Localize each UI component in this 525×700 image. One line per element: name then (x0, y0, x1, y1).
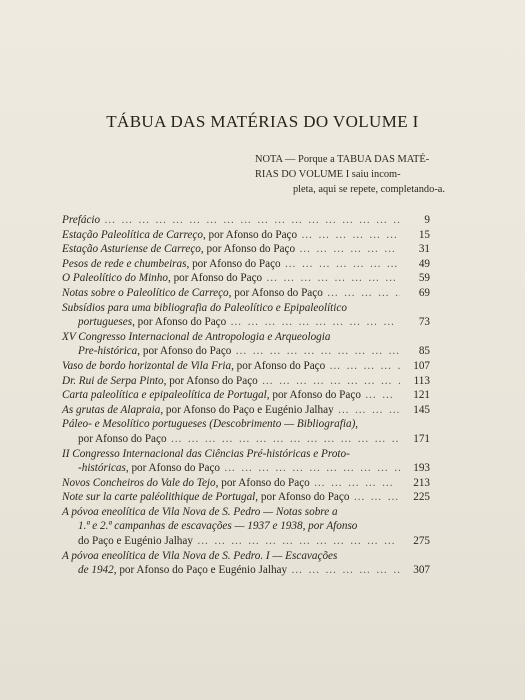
toc-title: Subsídios para uma bibliografia do Paleolítico e Epipaleolítico (62, 301, 347, 314)
toc-page-number: 59 (418, 272, 430, 285)
toc-author: , por Afonso do Paço (231, 359, 326, 372)
toc-page-number: 275 (413, 535, 430, 548)
toc-title: As grutas de Alapraia (62, 403, 161, 416)
toc-entry (62, 490, 430, 505)
toc-author: , por Afonso do Paço (266, 389, 361, 402)
toc-page-number: 145 (413, 403, 430, 416)
toc-page-number: 113 (413, 374, 430, 387)
toc-author: , por Afonso do Paço (202, 228, 298, 241)
toc-page-number: 85 (418, 345, 430, 358)
toc-title-continued: 1.ª e 2.ª campanhas de escavações — 1937 e 1938, por Afonso (78, 520, 358, 533)
toc-entry (62, 271, 430, 286)
toc-page-number: 121 (413, 389, 430, 402)
toc-title-continued: -históricas (78, 462, 126, 475)
toc-title: Estação Paleolítica de Carreço (62, 228, 203, 241)
toc-page-number: 69 (418, 286, 430, 299)
toc-title: Novos Concheiros do Vale do Tejo (62, 476, 216, 489)
toc-entry (62, 301, 430, 330)
toc-author: , por Afonso do Paço (125, 462, 221, 475)
toc-title: Vaso de bordo horizontal de Vila Fria (62, 359, 232, 372)
toc-entry (62, 257, 430, 272)
toc-entry (62, 388, 430, 403)
toc-title: A póvoa eneolítica de Vila Nova de S. Pedro — Notas sobre a (62, 505, 338, 518)
toc-entry (62, 286, 430, 301)
toc-page-number: 107 (413, 359, 430, 372)
toc-page-number: 171 (413, 432, 430, 445)
note-line: NOTA — Porque a TABUA DAS MATÉ- (255, 154, 430, 165)
toc-title-continued: portugueses (78, 316, 133, 329)
toc-entry (62, 403, 430, 418)
toc-author: , por Afonso do Paço (228, 286, 323, 299)
toc-title: Páleo- e Mesolítico portugueses (Descobrimento — Bibliografia), (62, 418, 359, 431)
toc-entry (62, 330, 430, 359)
toc-page-number: 73 (418, 316, 430, 329)
toc-entry (62, 505, 430, 549)
editorial-note (255, 152, 445, 197)
note-line: pleta, aqui se repete, completando-a. (292, 184, 445, 195)
table-of-contents (62, 213, 430, 578)
toc-author: , por Afonso do Paço e Eugénio Jalhay (160, 403, 334, 416)
toc-author: , por Afonso do Paço (137, 345, 232, 358)
toc-page-number: 225 (413, 491, 430, 504)
toc-page-number: 49 (418, 257, 430, 270)
page-title: TÁBUA DAS MATÉRIAS DO VOLUME I (106, 112, 419, 131)
toc-entry (62, 476, 430, 491)
toc-title: II Congresso Internacional das Ciências Pré-históricas e Proto- (62, 447, 350, 460)
toc-title: Prefácio (62, 214, 101, 226)
toc-title: Carta paleolítica e epipaleolítica de Portugal (62, 389, 267, 402)
toc-entry (62, 374, 430, 389)
toc-title: Notas sobre o Paleolítico de Carreço (62, 286, 229, 299)
toc-entry (62, 417, 430, 446)
toc-entry (62, 213, 430, 228)
toc-title-continued: de 1942 (78, 564, 114, 577)
toc-entry (62, 228, 430, 243)
toc-author: por Afonso do Paço (78, 432, 167, 445)
toc-author: , por Afonso do Paço (132, 316, 227, 329)
toc-entry (62, 447, 430, 476)
toc-author: , por Afonso do Paço e Eugénio Jalhay (113, 564, 288, 577)
toc-page-number: 9 (424, 214, 430, 226)
note-line: RIAS DO VOLUME I saiu incom- (255, 169, 401, 180)
toc-author: , por Afonso do Paço (167, 272, 263, 285)
toc-title: Pesos de rede e chumbeiras (62, 257, 187, 270)
toc-page-number: 31 (418, 243, 430, 256)
toc-title: Note sur la carte paléolithique de Portugal (62, 491, 256, 504)
toc-entry (62, 359, 430, 374)
toc-title: O Paleolítico do Minho (62, 272, 168, 285)
toc-entry (62, 242, 430, 257)
toc-author: do Paço e Eugénio Jalhay (78, 535, 193, 548)
toc-author: , por Afonso do Paço (163, 374, 258, 387)
toc-title: XV Congresso Internacional de Antropologia e Arqueologia (62, 330, 331, 343)
toc-entry (62, 549, 430, 578)
toc-title: A póvoa eneolítica de Vila Nova de S. Pedro. I — Escavações (62, 549, 338, 562)
toc-title-continued: Pre-histórica (78, 345, 138, 358)
toc-title: Dr. Rui de Serpa Pinto (62, 374, 164, 387)
toc-author: , por Afonso do Paço (255, 491, 350, 504)
toc-page-number: 193 (413, 462, 430, 475)
toc-page-number: 15 (418, 228, 430, 241)
toc-author: , por Afonso do Paço (215, 476, 310, 489)
toc-author: , por Afonso do Paço (186, 257, 281, 270)
toc-title: Estação Asturiense de Carreço (62, 243, 201, 256)
toc-page-number: 213 (413, 476, 430, 489)
toc-author: , por Afonso do Paço (200, 243, 296, 256)
toc-page-number: 307 (413, 564, 430, 577)
